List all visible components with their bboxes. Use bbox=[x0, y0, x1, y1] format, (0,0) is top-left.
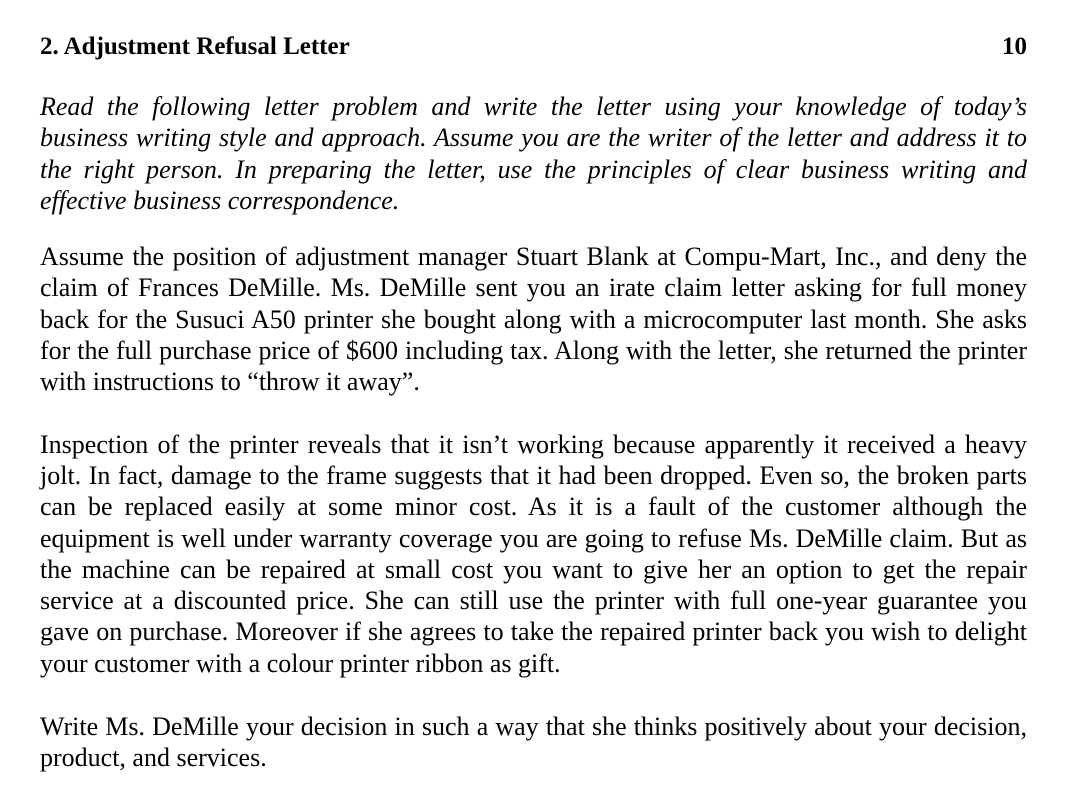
question-title: 2. Adjustment Refusal Letter bbox=[40, 33, 350, 60]
document-page bbox=[40, 30, 1027, 774]
question-marks: 10 bbox=[1002, 33, 1027, 60]
scenario-paragraph-1: Assume the position of adjustment manager Stuart Blank at Compu-Mart, Inc., and deny the claim of Frances DeMille. Ms. DeMille sent you an irate claim letter asking for full money back for the Susuci A50 printer she bought along with a microcomputer last month. She asks for the full purchase price of $600 including tax. Along with the letter, she returned the printer with instructions to “throw it away”. bbox=[40, 242, 1027, 397]
instructions-paragraph: Read the following letter problem and write the letter using your knowledge of today’s business writing style and approach. Assume you are the writer of the letter and address it to the right person. In preparing the letter, use the principles of clear business writing and effective business correspondence. bbox=[40, 92, 1027, 215]
question-header bbox=[40, 30, 1027, 64]
scenario-paragraph-2: Inspection of the printer reveals that it isn’t working because apparently it received a heavy jolt. In fact, damage to the frame suggests that it had been dropped. Even so, the broken parts can be replaced easily at some minor cost. As it is a fault of the customer although the equipment is well under warranty coverage you are going to refuse Ms. DeMille claim. But as the machine can be repaired at small cost you want to give her an option to get the repair service at a discounted price. She can still use the printer with full one-year guarantee you gave on purchase. Moreover if she agrees to take the repaired printer back you wish to delight your customer with a colour printer ribbon as gift. bbox=[40, 429, 1027, 678]
task-paragraph: Write Ms. DeMille your decision in such a way that she thinks positively about your decision, product, and services. bbox=[40, 712, 1027, 773]
